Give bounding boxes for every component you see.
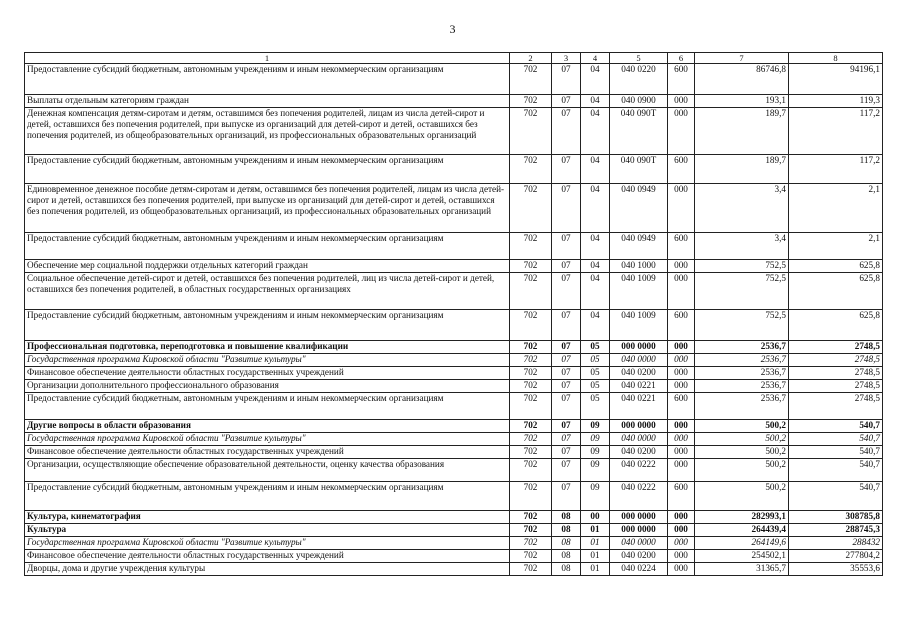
code-admin-cell: 702 — [510, 273, 552, 310]
amount-year1-cell: 189,7 — [695, 155, 789, 184]
code-section-cell: 07 — [552, 354, 581, 367]
amount-year2-cell: 117,2 — [789, 108, 883, 155]
amount-year1-cell: 2536,7 — [695, 367, 789, 380]
table-row — [25, 563, 883, 576]
code-subsection-cell: 04 — [581, 273, 610, 310]
row-name-cell: Государственная программа Кировской области "Развитие культуры" — [25, 354, 510, 367]
amount-year2-cell: 625,8 — [789, 260, 883, 273]
code-admin-cell: 702 — [510, 420, 552, 433]
column-header: 7 — [695, 53, 789, 64]
code-target-cell: 040 0949 — [610, 233, 668, 260]
row-name-cell: Предоставление субсидий бюджетным, автономным учреждениям и иным некоммерческим организациям — [25, 310, 510, 341]
code-subsection-cell: 09 — [581, 459, 610, 482]
row-name-cell: Денежная компенсация детям-сиротам и детям, оставшимся без попечения родителей, лицам из числа детей-сирот и детей, оставшихся без попечения родителей, при выпуске из организаций для детей-сирот и детей, оставшихся без попечения родителей, из общеобразовательных организаций, из профессиональных образовательных организаций — [25, 108, 510, 155]
code-expense-type-cell: 600 — [668, 233, 695, 260]
code-target-cell: 000 0000 — [610, 524, 668, 537]
code-section-cell: 07 — [552, 482, 581, 511]
code-expense-type-cell: 000 — [668, 184, 695, 233]
code-admin-cell: 702 — [510, 108, 552, 155]
row-name-cell: Культура — [25, 524, 510, 537]
table-row — [25, 155, 883, 184]
code-subsection-cell: 04 — [581, 155, 610, 184]
code-section-cell: 07 — [552, 108, 581, 155]
code-section-cell: 08 — [552, 524, 581, 537]
code-expense-type-cell: 000 — [668, 511, 695, 524]
code-expense-type-cell: 000 — [668, 446, 695, 459]
code-admin-cell: 702 — [510, 537, 552, 550]
amount-year1-cell: 500,2 — [695, 420, 789, 433]
row-name-cell: Организации дополнительного профессионального образования — [25, 380, 510, 393]
amount-year1-cell: 2536,7 — [695, 354, 789, 367]
code-subsection-cell: 05 — [581, 341, 610, 354]
row-name-cell: Государственная программа Кировской области "Развитие культуры" — [25, 433, 510, 446]
code-admin-cell: 702 — [510, 482, 552, 511]
code-subsection-cell: 09 — [581, 446, 610, 459]
code-section-cell: 08 — [552, 537, 581, 550]
code-expense-type-cell: 000 — [668, 420, 695, 433]
code-admin-cell: 702 — [510, 64, 552, 95]
row-name-cell: Обеспечение мер социальной поддержки отдельных категорий граждан — [25, 260, 510, 273]
amount-year2-cell: 288432 — [789, 537, 883, 550]
amount-year2-cell: 2748,5 — [789, 380, 883, 393]
code-section-cell: 07 — [552, 273, 581, 310]
code-expense-type-cell: 000 — [668, 273, 695, 310]
code-section-cell: 07 — [552, 64, 581, 95]
code-admin-cell: 702 — [510, 367, 552, 380]
code-expense-type-cell: 600 — [668, 64, 695, 95]
table-row — [25, 550, 883, 563]
code-target-cell: 040 0224 — [610, 563, 668, 576]
amount-year2-cell: 625,8 — [789, 273, 883, 310]
table-row — [25, 184, 883, 233]
table-row — [25, 108, 883, 155]
code-subsection-cell: 09 — [581, 433, 610, 446]
code-expense-type-cell: 600 — [668, 393, 695, 420]
code-expense-type-cell: 000 — [668, 537, 695, 550]
table-row — [25, 446, 883, 459]
amount-year2-cell: 540,7 — [789, 433, 883, 446]
code-subsection-cell: 04 — [581, 64, 610, 95]
amount-year1-cell: 500,2 — [695, 459, 789, 482]
code-subsection-cell: 04 — [581, 108, 610, 155]
table-row — [25, 524, 883, 537]
table-row — [25, 459, 883, 482]
code-expense-type-cell: 000 — [668, 459, 695, 482]
table-row — [25, 367, 883, 380]
amount-year2-cell: 625,8 — [789, 310, 883, 341]
code-expense-type-cell: 600 — [668, 155, 695, 184]
row-name-cell: Предоставление субсидий бюджетным, автономным учреждениям и иным некоммерческим организациям — [25, 393, 510, 420]
code-subsection-cell: 09 — [581, 420, 610, 433]
code-admin-cell: 702 — [510, 310, 552, 341]
row-name-cell: Финансовое обеспечение деятельности областных государственных учреждений — [25, 550, 510, 563]
code-target-cell: 040 0200 — [610, 550, 668, 563]
row-name-cell: Предоставление субсидий бюджетным, автономным учреждениям и иным некоммерческим организациям — [25, 482, 510, 511]
code-subsection-cell: 05 — [581, 367, 610, 380]
code-subsection-cell: 01 — [581, 537, 610, 550]
row-name-cell: Выплаты отдельным категориям граждан — [25, 95, 510, 108]
code-subsection-cell: 04 — [581, 310, 610, 341]
code-section-cell: 07 — [552, 459, 581, 482]
amount-year1-cell: 2536,7 — [695, 341, 789, 354]
amount-year1-cell: 500,2 — [695, 446, 789, 459]
amount-year1-cell: 2536,7 — [695, 393, 789, 420]
code-section-cell: 07 — [552, 341, 581, 354]
code-section-cell: 07 — [552, 95, 581, 108]
code-subsection-cell: 00 — [581, 511, 610, 524]
code-section-cell: 08 — [552, 563, 581, 576]
code-subsection-cell: 05 — [581, 380, 610, 393]
code-subsection-cell: 04 — [581, 95, 610, 108]
amount-year2-cell: 277804,2 — [789, 550, 883, 563]
code-admin-cell: 702 — [510, 446, 552, 459]
code-admin-cell: 702 — [510, 260, 552, 273]
row-name-cell: Другие вопросы в области образования — [25, 420, 510, 433]
amount-year1-cell: 500,2 — [695, 482, 789, 511]
amount-year2-cell: 2748,5 — [789, 367, 883, 380]
code-subsection-cell: 01 — [581, 563, 610, 576]
code-section-cell: 07 — [552, 260, 581, 273]
code-expense-type-cell: 000 — [668, 95, 695, 108]
column-header: 2 — [510, 53, 552, 64]
code-target-cell: 040 090Т — [610, 108, 668, 155]
amount-year1-cell: 752,5 — [695, 273, 789, 310]
code-section-cell: 08 — [552, 511, 581, 524]
amount-year1-cell: 189,7 — [695, 108, 789, 155]
amount-year1-cell: 3,4 — [695, 233, 789, 260]
code-subsection-cell: 01 — [581, 550, 610, 563]
code-section-cell: 07 — [552, 420, 581, 433]
row-name-cell: Предоставление субсидий бюджетным, автономным учреждениям и иным некоммерческим организациям — [25, 233, 510, 260]
code-target-cell: 040 0222 — [610, 459, 668, 482]
amount-year1-cell: 752,5 — [695, 260, 789, 273]
code-subsection-cell: 04 — [581, 184, 610, 233]
row-name-cell: Культура, кинематография — [25, 511, 510, 524]
code-admin-cell: 702 — [510, 354, 552, 367]
column-header: 5 — [610, 53, 668, 64]
amount-year2-cell: 2,1 — [789, 233, 883, 260]
amount-year2-cell: 288745,3 — [789, 524, 883, 537]
code-target-cell: 040 1000 — [610, 260, 668, 273]
code-target-cell: 040 0220 — [610, 64, 668, 95]
code-expense-type-cell: 000 — [668, 354, 695, 367]
code-target-cell: 040 0949 — [610, 184, 668, 233]
row-name-cell: Предоставление субсидий бюджетным, автономным учреждениям и иным некоммерческим организациям — [25, 155, 510, 184]
code-admin-cell: 702 — [510, 95, 552, 108]
row-name-cell: Предоставление субсидий бюджетным, автономным учреждениям и иным некоммерческим организациям — [25, 64, 510, 95]
table-row — [25, 393, 883, 420]
column-number-row — [25, 53, 883, 64]
amount-year2-cell: 540,7 — [789, 420, 883, 433]
code-subsection-cell: 04 — [581, 233, 610, 260]
code-admin-cell: 702 — [510, 550, 552, 563]
code-admin-cell: 702 — [510, 233, 552, 260]
code-admin-cell: 702 — [510, 380, 552, 393]
code-target-cell: 040 0221 — [610, 393, 668, 420]
code-expense-type-cell: 600 — [668, 310, 695, 341]
amount-year2-cell: 540,7 — [789, 446, 883, 459]
code-admin-cell: 702 — [510, 511, 552, 524]
code-section-cell: 07 — [552, 233, 581, 260]
code-admin-cell: 702 — [510, 524, 552, 537]
code-expense-type-cell: 000 — [668, 433, 695, 446]
code-target-cell: 040 0000 — [610, 433, 668, 446]
code-target-cell: 040 0200 — [610, 446, 668, 459]
code-target-cell: 040 0900 — [610, 95, 668, 108]
row-name-cell: Организации, осуществляющие обеспечение образовательной деятельности, оценку качества образования — [25, 459, 510, 482]
amount-year1-cell: 31365,7 — [695, 563, 789, 576]
code-section-cell: 07 — [552, 393, 581, 420]
code-expense-type-cell: 000 — [668, 524, 695, 537]
row-name-cell: Единовременное денежное пособие детям-сиротам и детям, оставшимся без попечения родителей, лицам из числа детей-сирот и детей, оставшихся без попечения родителей, при выпуске из организаций для детей-сирот и детей, оставшихся без попечения родителей, из общеобразовательных организаций, из профессиональных образовательных организаций — [25, 184, 510, 233]
amount-year2-cell: 117,2 — [789, 155, 883, 184]
code-admin-cell: 702 — [510, 563, 552, 576]
column-header: 1 — [25, 53, 510, 64]
code-admin-cell: 702 — [510, 433, 552, 446]
amount-year1-cell: 264149,6 — [695, 537, 789, 550]
code-target-cell: 000 0000 — [610, 511, 668, 524]
table-row — [25, 64, 883, 95]
code-section-cell: 08 — [552, 550, 581, 563]
code-subsection-cell: 09 — [581, 482, 610, 511]
page-number: 3 — [449, 22, 456, 36]
code-expense-type-cell: 000 — [668, 108, 695, 155]
row-name-cell: Профессиональная подготовка, переподготовка и повышение квалификации — [25, 341, 510, 354]
code-subsection-cell: 01 — [581, 524, 610, 537]
amount-year2-cell: 308785,8 — [789, 511, 883, 524]
table-row — [25, 260, 883, 273]
code-admin-cell: 702 — [510, 155, 552, 184]
code-subsection-cell: 04 — [581, 260, 610, 273]
code-section-cell: 07 — [552, 380, 581, 393]
row-name-cell: Государственная программа Кировской области "Развитие культуры" — [25, 537, 510, 550]
amount-year1-cell: 500,2 — [695, 433, 789, 446]
column-header: 8 — [789, 53, 883, 64]
amount-year1-cell: 282993,1 — [695, 511, 789, 524]
budget-table — [24, 52, 883, 576]
code-target-cell: 040 0200 — [610, 367, 668, 380]
column-header: 4 — [581, 53, 610, 64]
table-row — [25, 233, 883, 260]
code-target-cell: 000 0000 — [610, 341, 668, 354]
column-header: 3 — [552, 53, 581, 64]
code-section-cell: 07 — [552, 310, 581, 341]
code-target-cell: 040 0000 — [610, 354, 668, 367]
amount-year1-cell: 193,1 — [695, 95, 789, 108]
code-section-cell: 07 — [552, 367, 581, 380]
column-header: 6 — [668, 53, 695, 64]
table-row — [25, 310, 883, 341]
amount-year2-cell: 94196,1 — [789, 64, 883, 95]
amount-year2-cell: 35553,6 — [789, 563, 883, 576]
table-row — [25, 341, 883, 354]
table-row — [25, 380, 883, 393]
table-row — [25, 273, 883, 310]
code-subsection-cell: 05 — [581, 354, 610, 367]
row-name-cell: Дворцы, дома и другие учреждения культуры — [25, 563, 510, 576]
amount-year2-cell: 2748,5 — [789, 341, 883, 354]
code-expense-type-cell: 600 — [668, 482, 695, 511]
row-name-cell: Социальное обеспечение детей-сирот и детей, оставшихся без попечения родителей, лиц из числа детей-сирот и детей, оставшихся без попечения родителей, в областных государственных организациях — [25, 273, 510, 310]
table-row — [25, 95, 883, 108]
code-section-cell: 07 — [552, 446, 581, 459]
code-expense-type-cell: 000 — [668, 380, 695, 393]
code-section-cell: 07 — [552, 433, 581, 446]
amount-year2-cell: 2748,5 — [789, 393, 883, 420]
amount-year2-cell: 2,1 — [789, 184, 883, 233]
amount-year2-cell: 119,3 — [789, 95, 883, 108]
table-row — [25, 482, 883, 511]
table-row — [25, 354, 883, 367]
amount-year1-cell: 752,5 — [695, 310, 789, 341]
table-row — [25, 420, 883, 433]
code-expense-type-cell: 000 — [668, 563, 695, 576]
code-admin-cell: 702 — [510, 459, 552, 482]
code-expense-type-cell: 000 — [668, 341, 695, 354]
code-target-cell: 040 0221 — [610, 380, 668, 393]
amount-year1-cell: 264439,4 — [695, 524, 789, 537]
code-expense-type-cell: 000 — [668, 367, 695, 380]
code-target-cell: 040 090Т — [610, 155, 668, 184]
amount-year1-cell: 254502,1 — [695, 550, 789, 563]
table-row — [25, 511, 883, 524]
amount-year2-cell: 2748,5 — [789, 354, 883, 367]
code-subsection-cell: 05 — [581, 393, 610, 420]
code-expense-type-cell: 000 — [668, 260, 695, 273]
code-target-cell: 040 0222 — [610, 482, 668, 511]
amount-year1-cell: 3,4 — [695, 184, 789, 233]
row-name-cell: Финансовое обеспечение деятельности областных государственных учреждений — [25, 367, 510, 380]
code-admin-cell: 702 — [510, 341, 552, 354]
amount-year1-cell: 86746,8 — [695, 64, 789, 95]
code-expense-type-cell: 000 — [668, 550, 695, 563]
table-row — [25, 537, 883, 550]
code-target-cell: 040 1009 — [610, 273, 668, 310]
code-admin-cell: 702 — [510, 184, 552, 233]
code-target-cell: 040 0000 — [610, 537, 668, 550]
code-section-cell: 07 — [552, 184, 581, 233]
row-name-cell: Финансовое обеспечение деятельности областных государственных учреждений — [25, 446, 510, 459]
code-admin-cell: 702 — [510, 393, 552, 420]
code-section-cell: 07 — [552, 155, 581, 184]
code-target-cell: 000 0000 — [610, 420, 668, 433]
code-target-cell: 040 1009 — [610, 310, 668, 341]
amount-year2-cell: 540,7 — [789, 482, 883, 511]
table-row — [25, 433, 883, 446]
amount-year1-cell: 2536,7 — [695, 380, 789, 393]
amount-year2-cell: 540,7 — [789, 459, 883, 482]
